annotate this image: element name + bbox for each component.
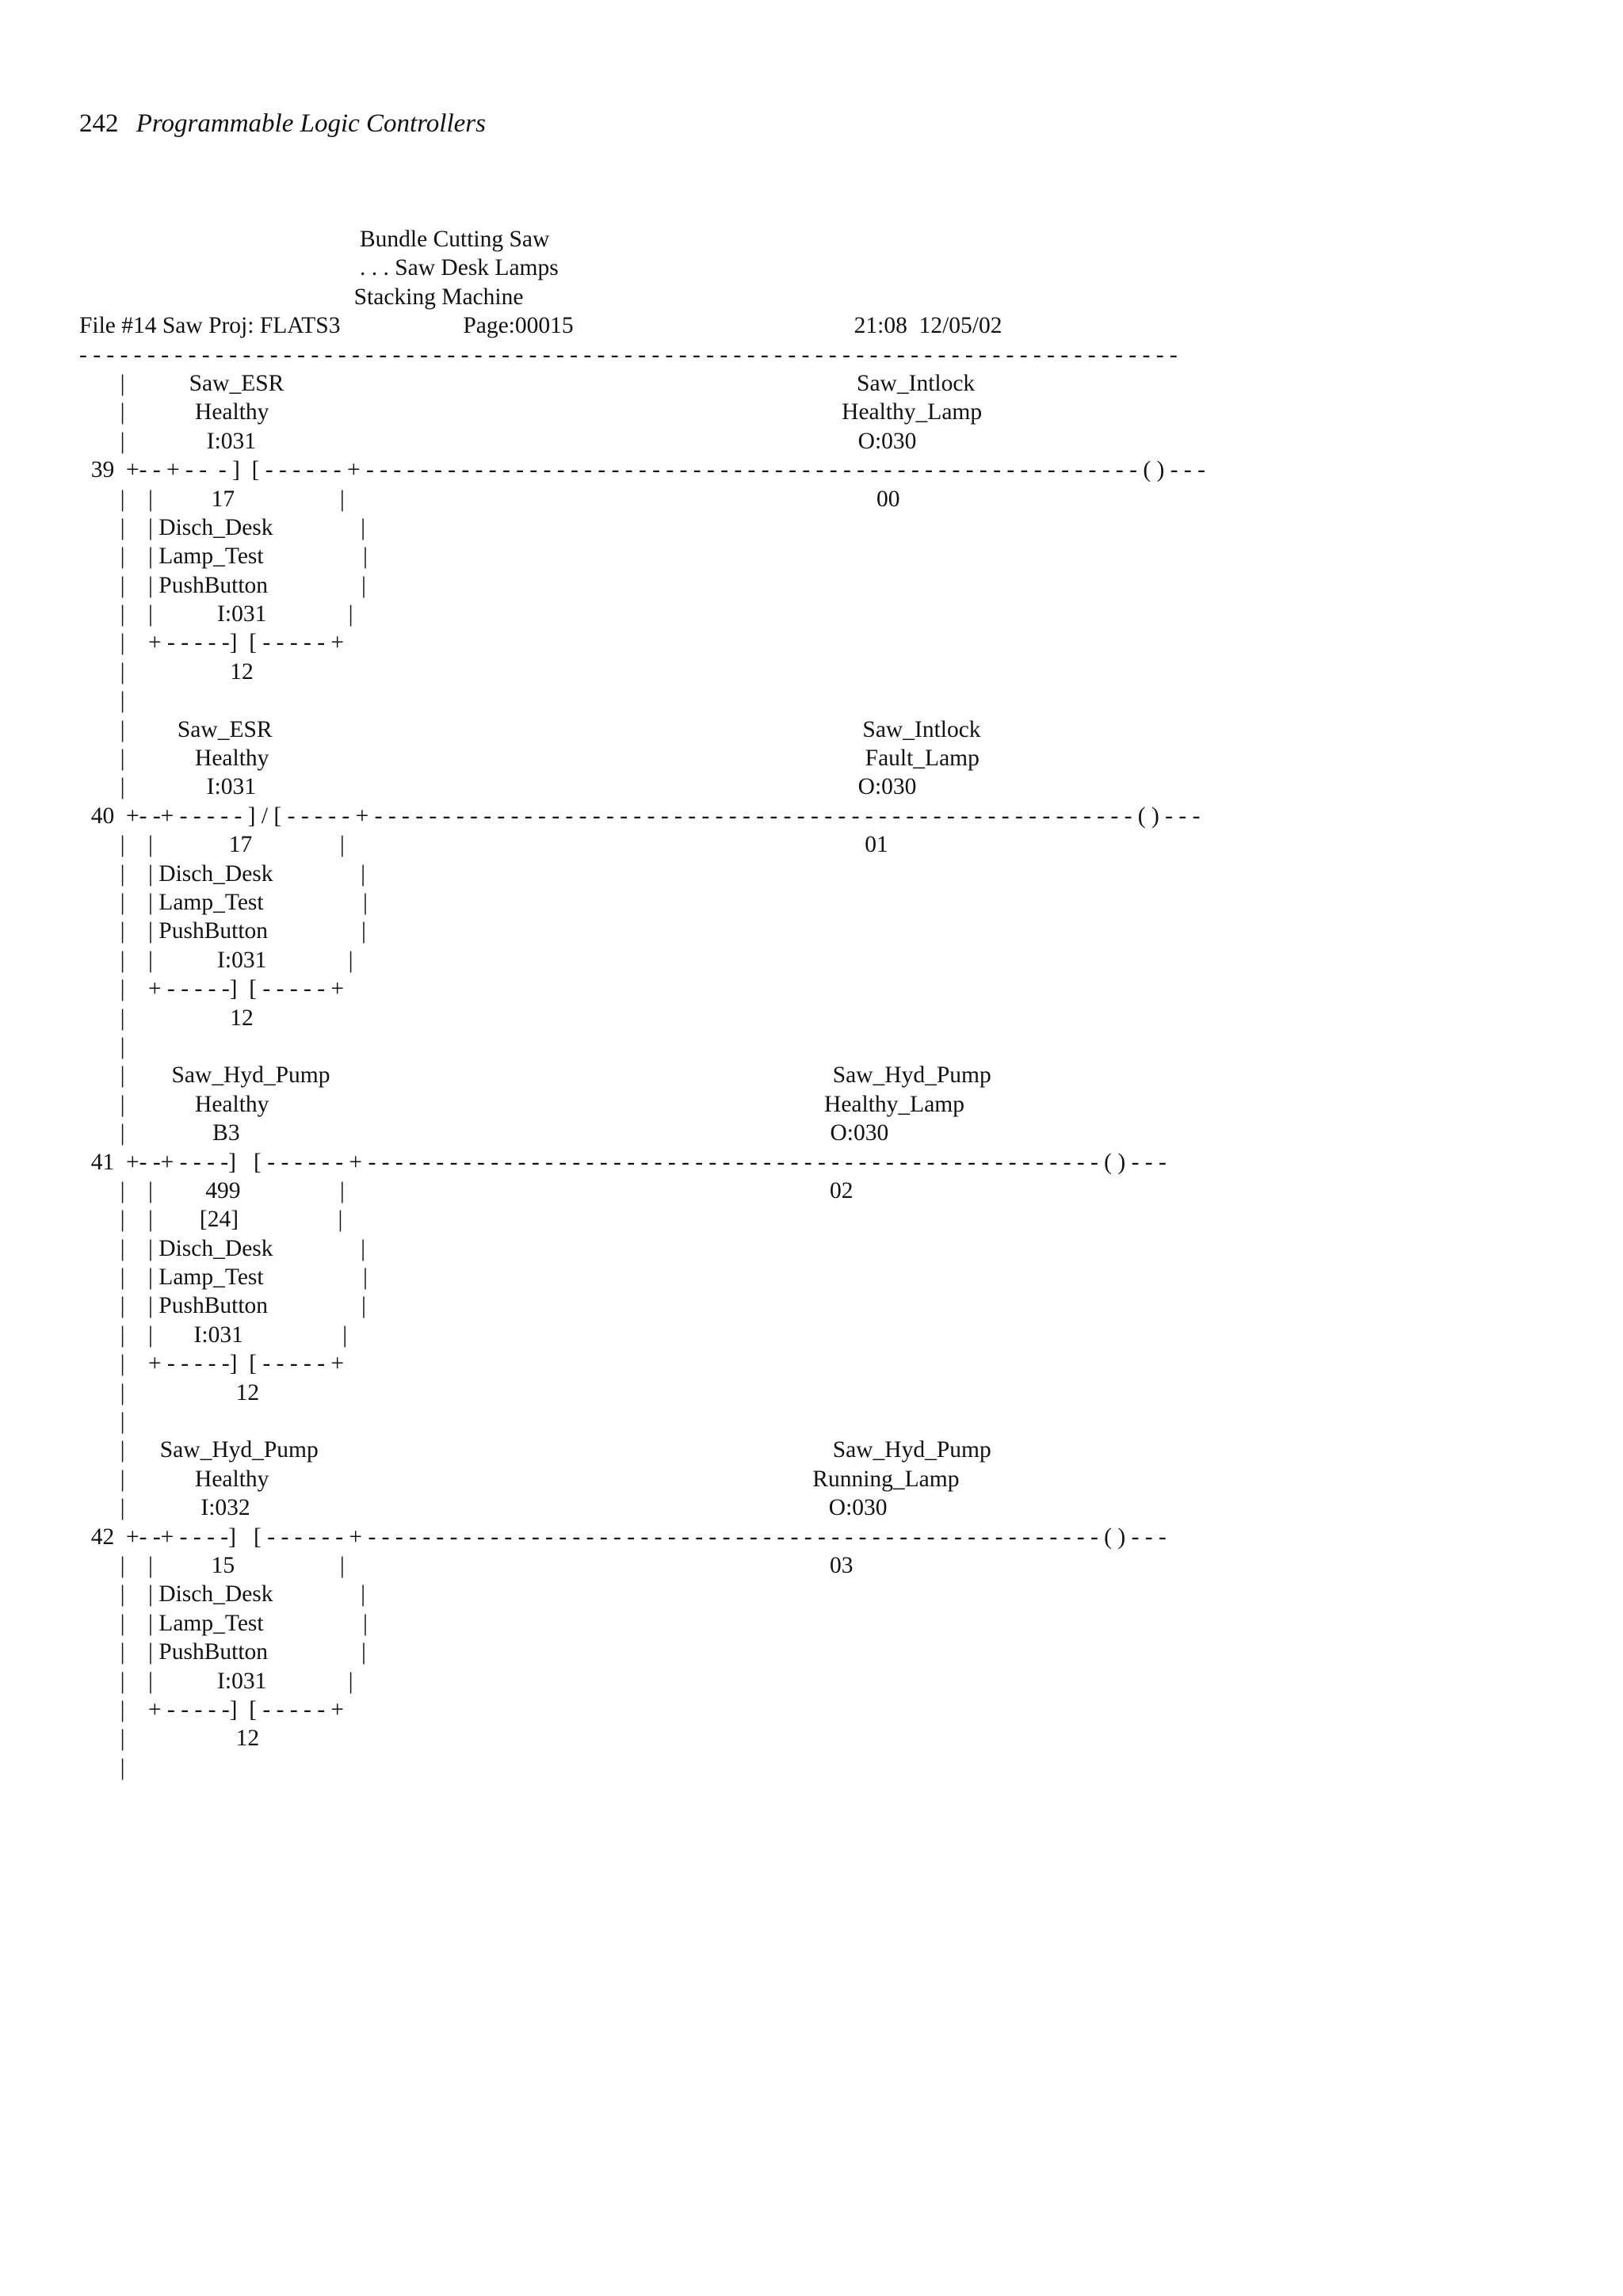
listing-line: | | PushButton | <box>79 1293 366 1319</box>
listing-line: | Healthy Healthy_Lamp <box>79 399 983 425</box>
listing-line: | Saw_Hyd_Pump Saw_Hyd_Pump <box>79 1062 991 1089</box>
listing-line: | | Lamp_Test | <box>79 543 368 570</box>
listing-line: 40 +- -+ - - - - - ] / [ - - - - - + - - - - - - - - - - - - - - - - - - - - - - - - - - - - - - - - - - - - - - - - - - - - - - - - - - - - - - - - ( ) - - - <box>79 803 1201 829</box>
listing-line: | Healthy Healthy_Lamp <box>79 1091 964 1117</box>
listing-line: | | Lamp_Test | <box>79 1264 368 1291</box>
listing-line: | + - - - - -] [ - - - - - + <box>79 630 345 656</box>
listing-line: 41 +- -+ - - - -] [ - - - - - - + - - - - - - - - - - - - - - - - - - - - - - - - - - - - - - - - - - - - - - - - - - - - - - - - - - - - - - ( ) - - - <box>79 1149 1167 1175</box>
listing-line: | | PushButton | <box>79 1639 366 1665</box>
listing-line: | <box>79 1754 125 1780</box>
listing-line: | | 15 | 03 <box>79 1552 854 1578</box>
listing-line: | | Disch_Desk | <box>79 860 366 887</box>
listing-line: | 12 <box>79 658 254 685</box>
listing-line: | I:032 O:030 <box>79 1495 888 1521</box>
listing-line: Stacking Machine <box>79 284 524 310</box>
page-number: 242 <box>79 109 119 138</box>
listing-line: Bundle Cutting Saw <box>79 227 550 252</box>
listing-line: | | Disch_Desk | <box>79 1235 366 1261</box>
listing-line: | B3 O:030 <box>79 1120 889 1146</box>
listing-line: | | [24] | <box>79 1207 343 1233</box>
listing-line: | | Disch_Desk | <box>79 514 366 540</box>
listing-line: | Saw_ESR Saw_Intlock <box>79 716 981 742</box>
listing-line: | | 17 | 01 <box>79 832 888 858</box>
listing-line: 39 +- - + - - - ] [ - - - - - - + - - - - - - - - - - - - - - - - - - - - - - - - - - - - - - - - - - - - - - - - - - - - - - - - - - - - - - - - - ( ) - - - <box>79 457 1205 483</box>
listing-line: | | I:031 | <box>79 947 353 973</box>
listing-line: | <box>79 1409 125 1435</box>
listing-line: | | Lamp_Test | <box>79 889 368 915</box>
listing-line: | 12 <box>79 1726 260 1752</box>
listing-line: | | PushButton | <box>79 572 366 598</box>
listing-line: | | I:031 | <box>79 1322 348 1348</box>
ladder-listing <box>79 225 1205 1782</box>
listing-line: | Healthy Running_Lamp <box>79 1466 960 1492</box>
listing-line: . . . Saw Desk Lamps <box>79 255 559 281</box>
listing-line: | 12 <box>79 1379 260 1405</box>
listing-line: | | Disch_Desk | <box>79 1581 366 1608</box>
listing-line: | + - - - - -] [ - - - - - + <box>79 1351 345 1377</box>
listing-line: | | PushButton | <box>79 918 366 944</box>
listing-line: | + - - - - -] [ - - - - - + <box>79 1696 345 1722</box>
listing-line: | | 17 | 00 <box>79 486 900 512</box>
page-header <box>79 108 486 139</box>
listing-line: | <box>79 1033 125 1059</box>
listing-line: 42 +- -+ - - - -] [ - - - - - - + - - - - - - - - - - - - - - - - - - - - - - - - - - - - - - - - - - - - - - - - - - - - - - - - - - - - - - ( ) - - - <box>79 1524 1167 1550</box>
listing-line: | Saw_ESR Saw_Intlock <box>79 370 976 396</box>
listing-line: | Saw_Hyd_Pump Saw_Hyd_Pump <box>79 1437 991 1463</box>
listing-line: | | I:031 | <box>79 1668 353 1694</box>
listing-line: File #14 Saw Proj: FLATS3 Page:00015 21:08 12/05/02 <box>79 313 1002 339</box>
listing-line: | Healthy Fault_Lamp <box>79 746 980 772</box>
listing-line: | I:031 O:030 <box>79 774 917 800</box>
listing-line: | | I:031 | <box>79 601 353 627</box>
listing-line: - - - - - - - - - - - - - - - - - - - - - - - - - - - - - - - - - - - - - - - - - - - - - - - - - - - - - - - - - - - - - - - - - - - - - - - - - - - - - - - - - <box>79 341 1178 368</box>
listing-line: | 12 <box>79 1005 254 1031</box>
listing-line: | <box>79 688 125 714</box>
listing-line: | | Lamp_Test | <box>79 1610 368 1636</box>
listing-line: | I:031 O:030 <box>79 428 917 454</box>
listing-line: | + - - - - -] [ - - - - - + <box>79 976 345 1002</box>
book-title: Programmable Logic Controllers <box>136 109 486 138</box>
listing-line: | | 499 | 02 <box>79 1177 854 1203</box>
